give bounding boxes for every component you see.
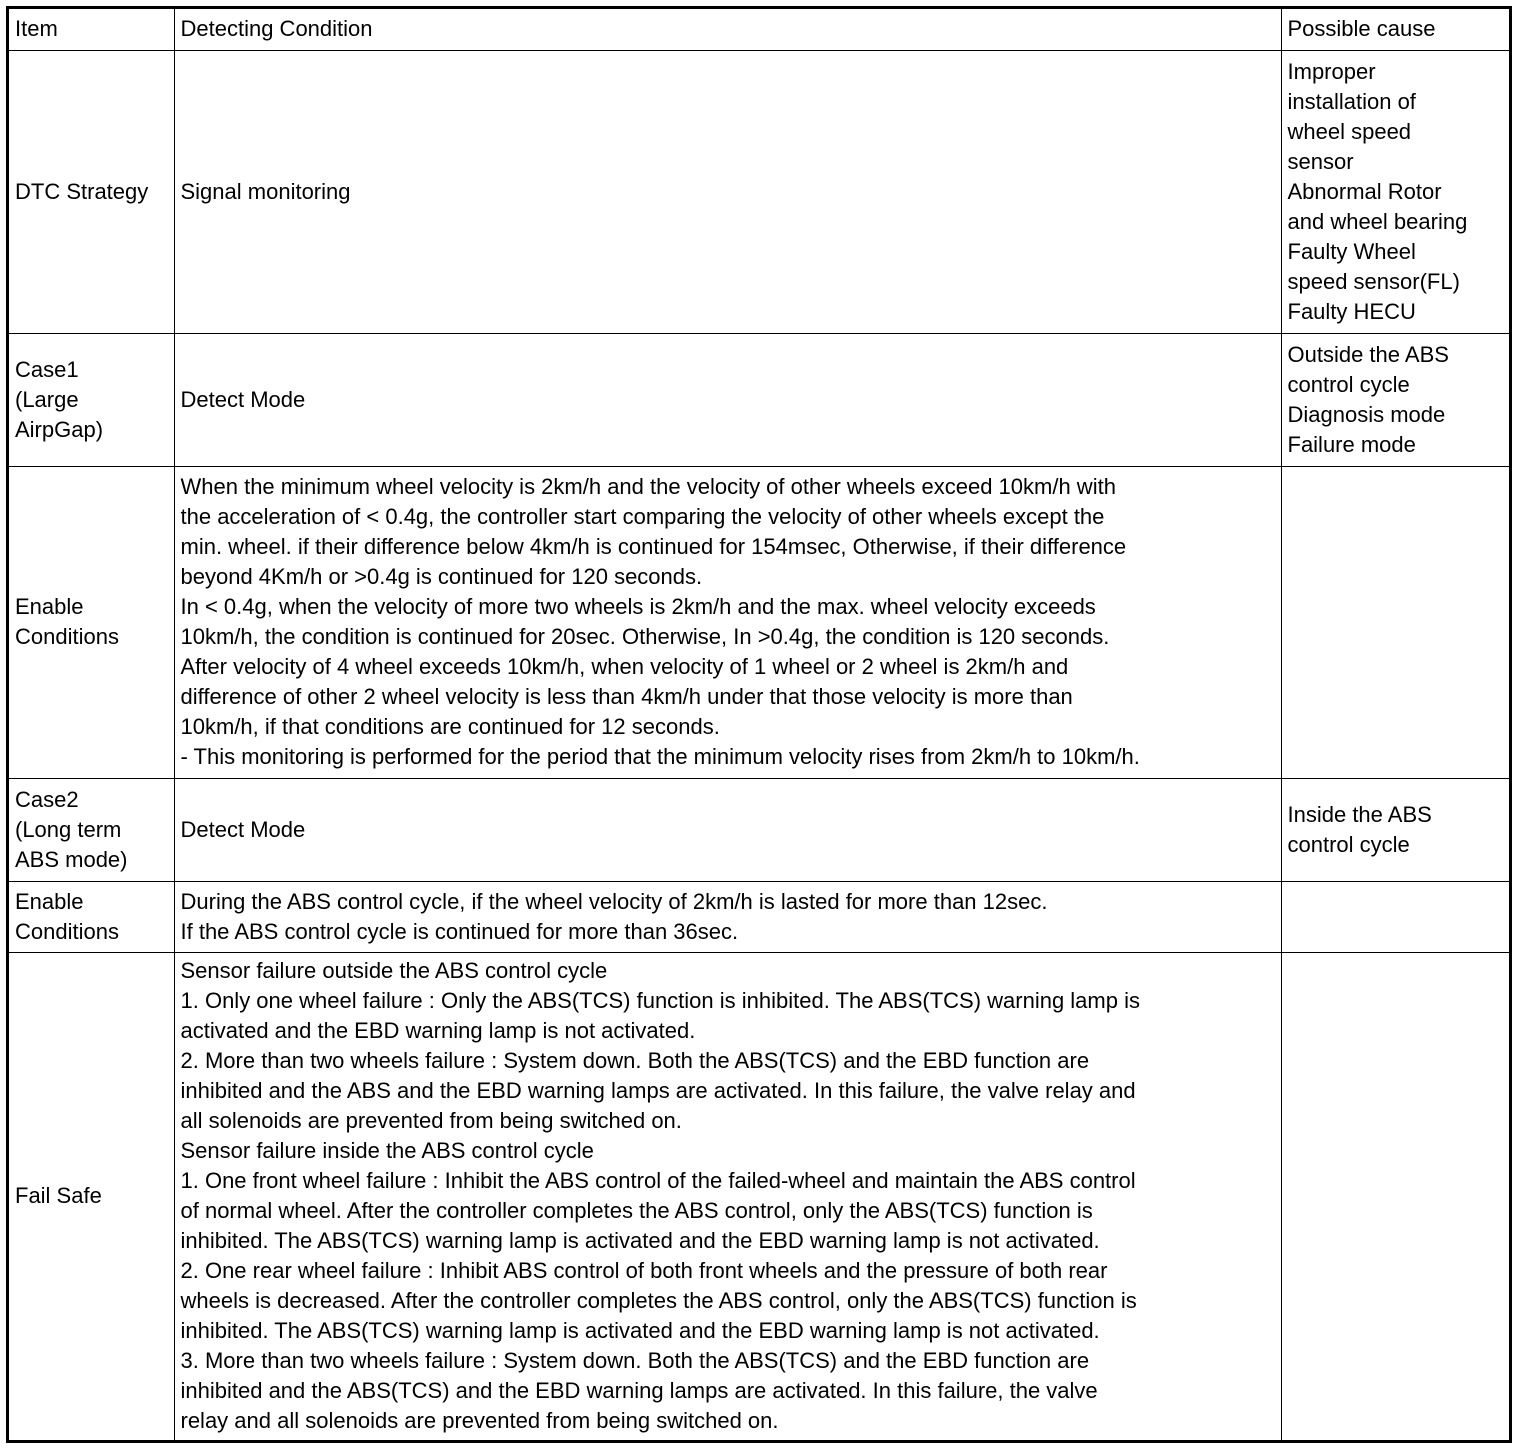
condition-line: difference of other 2 wheel velocity is less than 4km/h under that those velocity is more than [180, 684, 1073, 709]
condition-line: 2. More than two wheels failure : System down. Both the ABS(TCS) and the EBD function are [180, 1048, 1090, 1073]
condition-line: wheels is decreased. After the controller completes the ABS control, only the ABS(TCS) function is [180, 1288, 1137, 1313]
item-line: (Large [15, 386, 79, 412]
cause-cell [1281, 953, 1509, 1441]
table-header-row [9, 9, 1509, 51]
table-row [9, 779, 1509, 882]
table-row [9, 467, 1509, 779]
cause-line: Outside the ABS [1287, 341, 1449, 367]
item-cell [9, 334, 174, 467]
item-cell [9, 779, 174, 882]
cause-cell [1281, 467, 1509, 779]
condition-line: Signal monitoring [180, 178, 351, 204]
item-cell [9, 51, 174, 334]
condition-cell [174, 953, 1281, 1441]
cause-line: speed sensor(FL) [1287, 268, 1460, 294]
table-row [9, 882, 1509, 953]
table-row [9, 51, 1509, 334]
condition-line: 2. One rear wheel failure : Inhibit ABS control of both front wheels and the pressure of both rear [180, 1258, 1108, 1283]
condition-line: Sensor failure outside the ABS control cycle [180, 958, 608, 983]
condition-line: inhibited and the ABS(TCS) and the EBD warning lamps are activated. In this failure, the valve [180, 1378, 1098, 1403]
condition-line: all solenoids are prevented from being switched on. [180, 1108, 682, 1133]
condition-line: inhibited. The ABS(TCS) warning lamp is activated and the EBD warning lamp is not activated. [180, 1228, 1100, 1253]
condition-cell [174, 779, 1281, 882]
condition-line: relay and all solenoids are prevented from being switched on. [180, 1408, 779, 1433]
diagnostic-table-frame [6, 6, 1512, 1443]
condition-line: Sensor failure inside the ABS control cycle [180, 1138, 594, 1163]
condition-line: - This monitoring is performed for the period that the minimum velocity rises from 2km/h to 10km/h. [180, 744, 1140, 769]
item-line: Conditions [15, 624, 119, 649]
cause-line: Failure mode [1287, 431, 1416, 457]
condition-line: In < 0.4g, when the velocity of more two wheels is 2km/h and the max. wheel velocity exceeds [180, 594, 1096, 619]
condition-cell [174, 334, 1281, 467]
item-cell [9, 953, 174, 1441]
condition-line: Detect Mode [180, 816, 306, 842]
condition-line: the acceleration of < 0.4g, the controller start comparing the velocity of other wheels except the [180, 504, 1105, 529]
item-line: Case1 [15, 356, 79, 382]
table-row [9, 953, 1509, 1441]
condition-line: beyond 4Km/h or >0.4g is continued for 120 seconds. [180, 564, 703, 589]
condition-line: 1. One front wheel failure : Inhibit the ABS control of the failed-wheel and maintain the ABS control [180, 1168, 1136, 1193]
condition-line: 3. More than two wheels failure : System down. Both the ABS(TCS) and the EBD function are [180, 1348, 1090, 1373]
cause-line: Abnormal Rotor [1287, 178, 1442, 204]
item-cell [9, 467, 174, 779]
table-row [9, 334, 1509, 467]
item-line: Enable [15, 888, 84, 914]
item-cell [9, 882, 174, 953]
condition-line: After velocity of 4 wheel exceeds 10km/h, when velocity of 1 wheel or 2 wheel is 2km/h and [180, 654, 1069, 679]
cause-line: sensor [1287, 148, 1354, 174]
diagnostic-table [9, 9, 1509, 1440]
condition-cell [174, 882, 1281, 953]
condition-line: activated and the EBD warning lamp is not activated. [180, 1018, 696, 1043]
item-line: Fail Safe [15, 1183, 102, 1208]
cause-line: and wheel bearing [1287, 208, 1468, 234]
header-item: Item [9, 9, 174, 51]
condition-line: min. wheel. if their difference below 4km/h is continued for 154msec, Otherwise, if their difference [180, 534, 1127, 559]
item-line: AirpGap) [15, 416, 104, 442]
condition-cell [174, 467, 1281, 779]
cause-cell [1281, 779, 1509, 882]
item-line: Enable [15, 594, 84, 619]
cause-line: Faulty HECU [1287, 298, 1416, 324]
condition-line: 10km/h, the condition is continued for 20sec. Otherwise, In >0.4g, the condition is 120 seconds. [180, 624, 1110, 649]
cause-line: Diagnosis mode [1287, 401, 1446, 427]
condition-cell [174, 51, 1281, 334]
cause-cell [1281, 882, 1509, 953]
cause-line: Improper [1287, 58, 1376, 84]
condition-line: 1. Only one wheel failure : Only the ABS(TCS) function is inhibited. The ABS(TCS) warning lamp is [180, 988, 1140, 1013]
item-line: Case2 [15, 786, 79, 812]
item-line: (Long term [15, 816, 122, 842]
condition-line: When the minimum wheel velocity is 2km/h and the velocity of other wheels exceed 10km/h with [180, 474, 1116, 499]
item-line: ABS mode) [15, 846, 128, 872]
header-detecting-condition: Detecting Condition [174, 9, 1281, 51]
item-line: DTC Strategy [15, 178, 149, 204]
condition-line: Detect Mode [180, 386, 306, 412]
cause-line: control cycle [1287, 831, 1410, 857]
condition-line: inhibited and the ABS and the EBD warning lamps are activated. In this failure, the valve relay and [180, 1078, 1136, 1103]
condition-line: During the ABS control cycle, if the wheel velocity of 2km/h is lasted for more than 12sec. [180, 888, 1048, 914]
condition-line: If the ABS control cycle is continued for more than 36sec. [180, 918, 739, 944]
cause-line: control cycle [1287, 371, 1410, 397]
condition-line: of normal wheel. After the controller completes the ABS control, only the ABS(TCS) function is [180, 1198, 1093, 1223]
condition-line: 10km/h, if that conditions are continued for 12 seconds. [180, 714, 720, 739]
cause-line: Faulty Wheel [1287, 238, 1416, 264]
cause-line: wheel speed [1287, 118, 1412, 144]
header-possible-cause: Possible cause [1281, 9, 1509, 51]
cause-cell [1281, 51, 1509, 334]
condition-line: inhibited. The ABS(TCS) warning lamp is activated and the EBD warning lamp is not activated. [180, 1318, 1100, 1343]
cause-line: Inside the ABS [1287, 801, 1432, 827]
item-line: Conditions [15, 918, 119, 944]
cause-line: installation of [1287, 88, 1416, 114]
cause-cell [1281, 334, 1509, 467]
